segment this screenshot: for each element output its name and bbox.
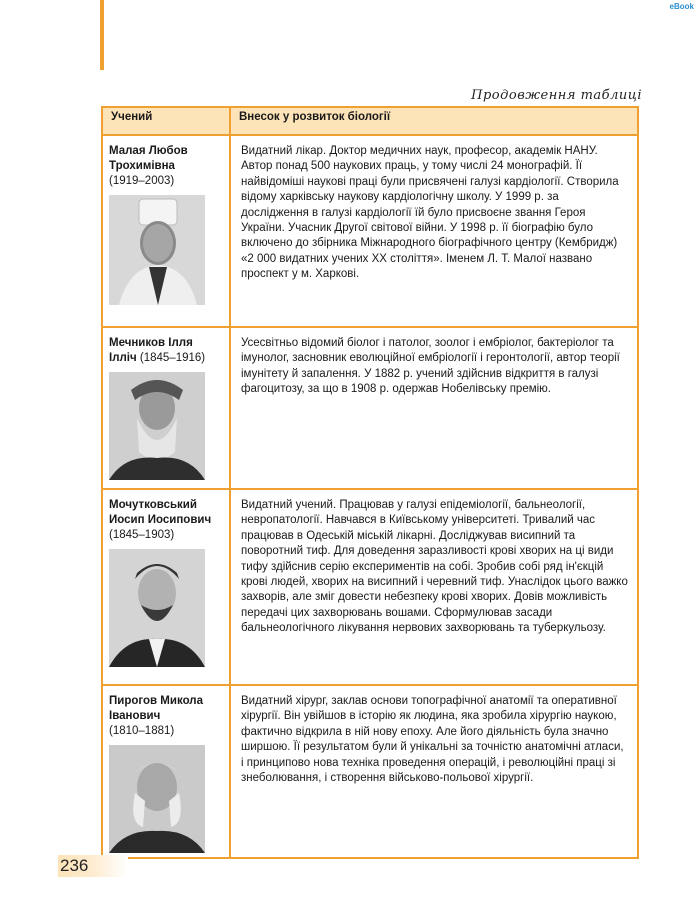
header-scientist: Учений <box>102 107 230 135</box>
ebook-logo: eBook <box>669 2 694 11</box>
scientist-name-line1: Мочутковський <box>109 499 197 511</box>
scientist-years: (1845–1916) <box>139 352 206 364</box>
scientist-years: (1919–2003) <box>109 175 175 187</box>
contribution-text: Усесвітньо відомий біолог і патолог, зоолог і ембріолог, бактеріолог та імунолог, засновник еволюційної ембріології і геронтології, автор теорії імунітету й запалення. У 1882 р. учений здійснив відкриття в галузі фагоцитозу, за що в 1908 р. одержав Нобелівську премію. <box>230 327 638 489</box>
table-row <box>102 685 638 858</box>
header-contribution: Внесок у розвиток біології <box>230 107 638 135</box>
table-continuation-caption: Продовження таблиці <box>471 88 642 103</box>
portrait-pirogov <box>109 745 205 853</box>
contribution-text: Видатний хірург, заклав основи топографічної анатомії та оперативної хірургії. Він увійшов в історію як людина, яка зробила хірургію наукою, фактично відкрила в ній нову епоху. Але його діяльність була значно ширшою. Її результатом були й унікальні за точністю анатомічні атласи, і принципово нова техніка проведення операцій, і революційні праці зі знеболювання, і створення військово-польової хірургії. <box>230 685 638 858</box>
orange-accent-bar <box>100 0 104 70</box>
scientist-name-line2: Трохимівна <box>109 160 175 172</box>
scientist-cell <box>102 489 230 685</box>
scientist-years: (1845–1903) <box>109 529 175 541</box>
scientist-cell <box>102 135 230 327</box>
scientist-name-line1: Мечников Ілля <box>109 337 193 349</box>
scientist-name-line2: Ілліч <box>109 352 137 364</box>
page-number: 236 <box>60 856 89 875</box>
scientist-name-line1: Пирогов Микола <box>109 695 204 707</box>
page-number-band <box>58 855 128 877</box>
scientist-name-line2: Иосип Иосипович <box>109 514 212 526</box>
portrait-malaya <box>109 195 205 305</box>
portrait-mochutkovsky <box>109 549 205 667</box>
scientist-name-line2: Іванович <box>109 710 161 722</box>
table-header-row <box>102 107 638 135</box>
scientist-name-line1: Малая Любов <box>109 145 188 157</box>
contribution-text: Видатний учений. Працював у галузі епідеміології, бальнеології, невропатології. Навчався в Київському університеті. Тривалий час працював в Одеській міській лікарні. Досліджував висипний та поворотний тиф. Для доведення заразливості крові хворих на ці види тифу здійснив серію експериментів на собі. Зробив собі ряд ін'єкцій крові людей, хворих на висипний і черевний тиф. Унаслідок цього важко захворів, але зміг довести небезпеку крові хворих. Довів можливість передачі цих захворювань вошами. Сформулював засади бальнеологічного лікування нервових захворювань та туберкульозу. <box>230 489 638 685</box>
scientists-table <box>101 106 639 859</box>
scientist-cell <box>102 685 230 858</box>
table-row <box>102 489 638 685</box>
scientist-years: (1810–1881) <box>109 725 175 737</box>
scientist-cell <box>102 327 230 489</box>
table-row <box>102 135 638 327</box>
contribution-text: Видатний лікар. Доктор медичних наук, професор, академік НАНУ. Автор понад 500 наукових праць, у тому числі 24 монографій. Її найвідоміші наукові праці були присвячені галузі кардіології. Створила відому харківську наукову кардіологічну школу. У 1999 р. за дослідження в галузі кардіології їй було присвоєне звання Героя України. Учасник Другої світової війни. У 1998 р. її біографію було включено до збірника Міжнародного біографічного центру (Кембридж) «2 000 видатних учених XX століття». Іменем Л. Т. Малої названо проспект у м. Харкові. <box>230 135 638 327</box>
table-row <box>102 327 638 489</box>
portrait-mechnikov <box>109 372 205 480</box>
